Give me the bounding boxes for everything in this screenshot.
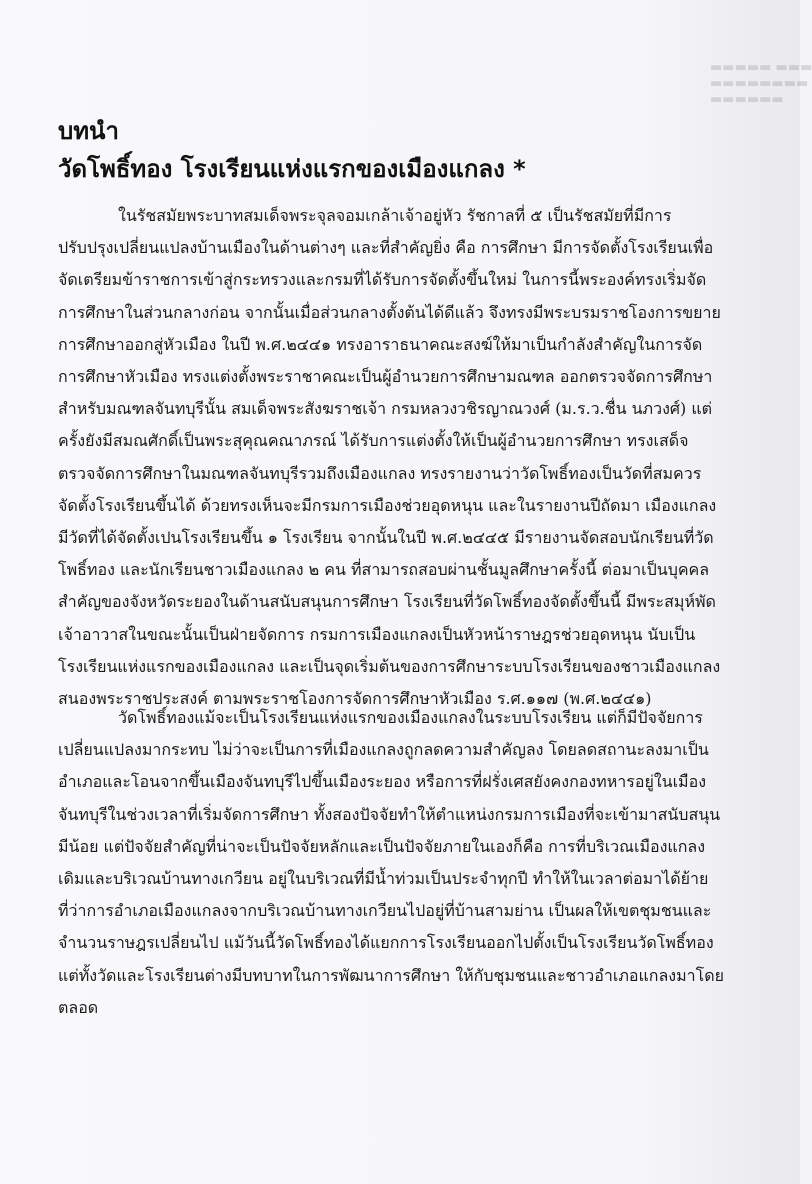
paragraph-line: มีน้อย แต่ปัจจัยสำคัญที่น่าจะเป็นปัจจัยหลักและเป็นปัจจัยภายในเองก็คือ การที่บริเวณเมืองแกลง [58,836,706,856]
paragraph-line: สำหรับมณฑลจันทบุรีนั้น สมเด็จพระสังฆราชเจ้า กรมหลวงวชิรญาณวงศ์ (ม.ร.ว.ชื่น นภวงศ์) แต่ [58,399,713,419]
paragraph-line: จัดตั้งโรงเรียนขึ้นได้ ด้วยทรงเห็นจะมีกรมการเมืองช่วยอุดหนุน และในรายงานปีถัดมา เมืองแกลง [58,495,717,515]
paragraph-2 [58,702,754,1024]
paragraph-line: ครั้งยังมีสมณศักดิ์เป็นพระสุคุณคณาภรณ์ ได้รับการแต่งตั้งให้เป็นผู้อำนวยการศึกษา ทรงเสด็จ [58,431,689,451]
paragraph-line: ที่ว่าการอำเภอเมืองแกลงจากบริเวณบ้านทางเกวียนไปอยู่ที่บ้านสามย่าน เป็นผลให้เขตชุมชนและ [58,901,712,921]
paragraph-line: วัดโพธิ์ทองแม้จะเป็นโรงเรียนแห่งแรกของเมืองแกลงในระบบโรงเรียน แต่ก็มีปัจจัยการ [118,708,703,727]
paragraph-1 [58,200,754,715]
paragraph-line: สำคัญของจังหวัดระยองในด้านสนับสนุนการศึกษา โรงเรียนที่วัดโพธิ์ทองจัดตั้งขึ้นนี้ มีพระสมุห์พัด [58,592,716,612]
paragraph-line: จำนวนราษฎรเปลี่ยนไป แม้วันนี้วัดโพธิ์ทองได้แยกการโรงเรียนออกไปตั้งเป็นโรงเรียนวัดโพธิ์ทอง [58,933,714,953]
paragraph-line: แต่ทั้งวัดและโรงเรียนต่างมีบทบาทในการพัฒนาการศึกษา ให้กับชุมชนและชาวอำเภอแกลงมาโดย [58,965,724,985]
heading-subtitle: วัดโพธิ์ทอง โรงเรียนแห่งแรกของเมืองแกลง * [58,155,526,183]
bleed-through-text: ▬▬▬▬▬ ▬▬▬ ▬▬▬▬▬▬▬▬ ▬▬▬▬▬▬ [710,60,812,107]
paragraph-line: เดิมและบริเวณบ้านทางเกวียน อยู่ในบริเวณที่มีน้ำท่วมเป็นประจำทุกปี ทำให้ในเวลาต่อมาได้ย้าย [58,869,709,889]
paragraph-line: ตลอด [58,997,99,1017]
paragraph-line: เจ้าอาวาสในขณะนั้นเป็นฝ่ายจัดการ กรมการเมืองแกลงเป็นหัวหน้าราษฎรช่วยอุดหนุน นับเป็น [58,624,696,644]
paragraph-line: การศึกษาในส่วนกลางก่อน จากนั้นเมื่อส่วนกลางตั้งต้นได้ดีแล้ว จึงทรงมีพระบรมราชโองการขยาย [58,302,721,322]
paragraph-line: การศึกษาหัวเมือง ทรงแต่งตั้งพระราชาคณะเป็นผู้อำนวยการศึกษามณฑล ออกตรวจจัดการศึกษา [58,367,713,387]
paragraph-line: จันทบุรีในช่วงเวลาที่เริ่มจัดการศึกษา ทั้งสองปัจจัยทำให้ตำแหน่งกรมการเมืองที่จะเข้ามาสนับสนุน [58,804,721,824]
paragraph-line: มีวัดที่ได้จัดตั้งเปนโรงเรียนขึ้น ๑ โรงเรียน จากนั้นในปี พ.ศ.๒๔๔๕ มีรายงานจัดสอบนักเรียนที่วัด [58,528,714,548]
paragraph-line: ปรับปรุงเปลี่ยนแปลงบ้านเมืองในด้านต่างๆ และที่สำคัญยิ่ง คือ การศึกษา มีการจัดตั้งโรงเรียนเพื่อ [58,238,714,258]
heading-title: บทนำ [58,117,119,145]
paragraph-line: สนองพระราชประสงค์ ตามพระราชโองการจัดการศึกษาหัวเมือง ร.ศ.๑๑๗ (พ.ศ.๒๔๔๑) [58,689,652,709]
paragraph-line: การศึกษาออกสู่หัวเมือง ในปี พ.ศ.๒๔๔๑ ทรงอาราธนาคณะสงฆ์ให้มาเป็นกำลังสำคัญในการจัด [58,334,703,354]
paragraph-line: โรงเรียนแห่งแรกของเมืองแกลง และเป็นจุดเริ่มต้นของการศึกษาระบบโรงเรียนของชาวเมืองแกลง [58,656,721,676]
paragraph-line: ในรัชสมัยพระบาทสมเด็จพระจุลจอมเกล้าเจ้าอยู่หัว รัชกาลที่ ๕ เป็นรัชสมัยที่มีการ [118,206,672,225]
paragraph-line: จัดเตรียมข้าราชการเข้าสู่กระทรวงและกรมที่ได้รับการจัดตั้งขึ้นใหม่ ในการนี้พระองค์ทรงเริ่มจัด [58,270,707,290]
page-heading [58,112,758,188]
paragraph-line: ตรวจจัดการศึกษาในมณฑลจันทบุรีรวมถึงเมืองแกลง ทรงรายงานว่าวัดโพธิ์ทองเป็นวัดที่สมควร [58,463,702,483]
paragraph-line: โพธิ์ทอง และนักเรียนชาวเมืองแกลง ๒ คน ที่สามารถสอบผ่านชั้นมูลศึกษาครั้งนี้ ต่อมาเป็นบุคคล [58,560,710,580]
paragraph-line: เปลี่ยนแปลงมากระทบ ไม่ว่าจะเป็นการที่เมืองแกลงถูกลดความสำคัญลง โดยลดสถานะลงมาเป็น [58,740,709,760]
paragraph-line: อำเภอและโอนจากขึ้นเมืองจันทบุรีไปขึ้นเมืองระยอง หรือการที่ฝรั่งเศสยังคงกองทหารอยู่ในเมือง [58,772,707,792]
